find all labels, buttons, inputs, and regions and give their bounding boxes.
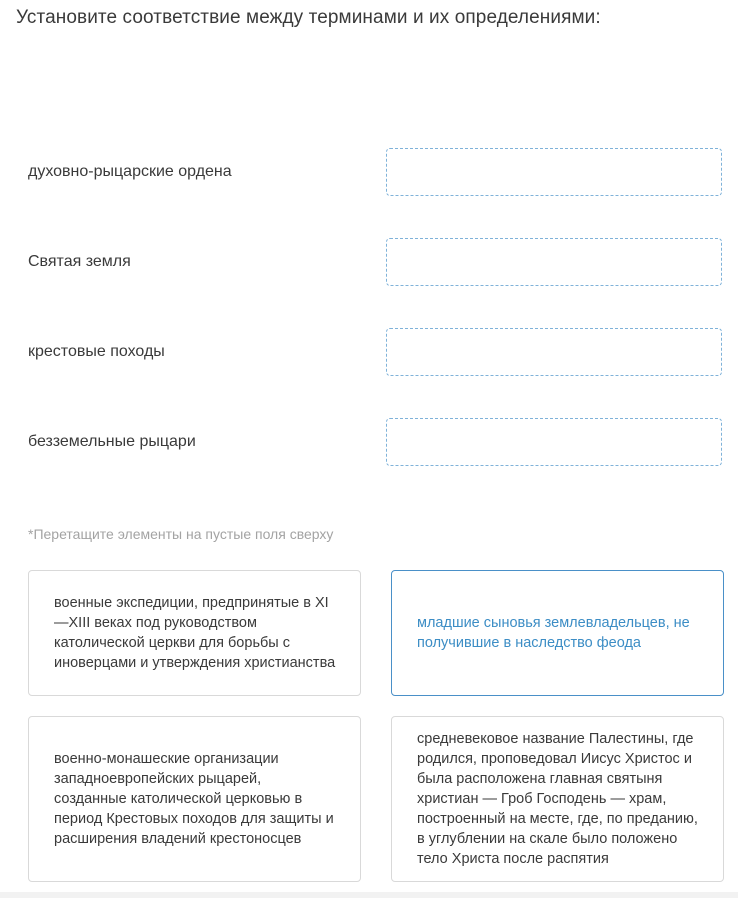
drop-slot-orders[interactable] [386,148,722,196]
drop-slot-holy-land[interactable] [386,238,722,286]
card-text: военные экспедиции, предпринятые в XI—XIII веках под руководством католической церкви для борьбы с иноверцами и утверждения христианства [54,595,336,671]
drop-slot-crusades[interactable] [386,328,722,376]
drag-hint: *Перетащите элементы на пустые поля сверху [28,526,334,542]
draggable-card-landless-knights-def[interactable] [391,570,724,696]
bottom-divider [0,892,738,898]
term-label-landless-knights: безземельные рыцари [28,433,196,450]
card-text: средневековое название Палестины, где родился, проповедовал Иисус Христос и была расположена главная святыня христиан — Гроб Господень — храм, построенный на месте, где, по преданию, в углублении на скале было положено тело Христа после распятия [417,731,698,867]
draggable-card-holy-land-def[interactable] [391,716,724,882]
question-title: Установите соответствие между терминами и их определениями: [16,7,601,28]
draggable-card-crusades-def[interactable] [28,570,361,696]
card-text: военно-монашеские организации западноевропейских рыцарей, созданные католической церковью в период Крестовых походов для защиты и расширения владений крестоносцев [54,751,334,847]
term-label-crusades: крестовые походы [28,343,165,360]
drop-slot-landless-knights[interactable] [386,418,722,466]
draggable-card-orders-def[interactable] [28,716,361,882]
term-label-holy-land: Святая земля [28,253,131,270]
card-text: младшие сыновья землевладельцев, не получившие в наследство феода [417,615,690,651]
term-label-orders: духовно-рыцарские ордена [28,163,232,180]
